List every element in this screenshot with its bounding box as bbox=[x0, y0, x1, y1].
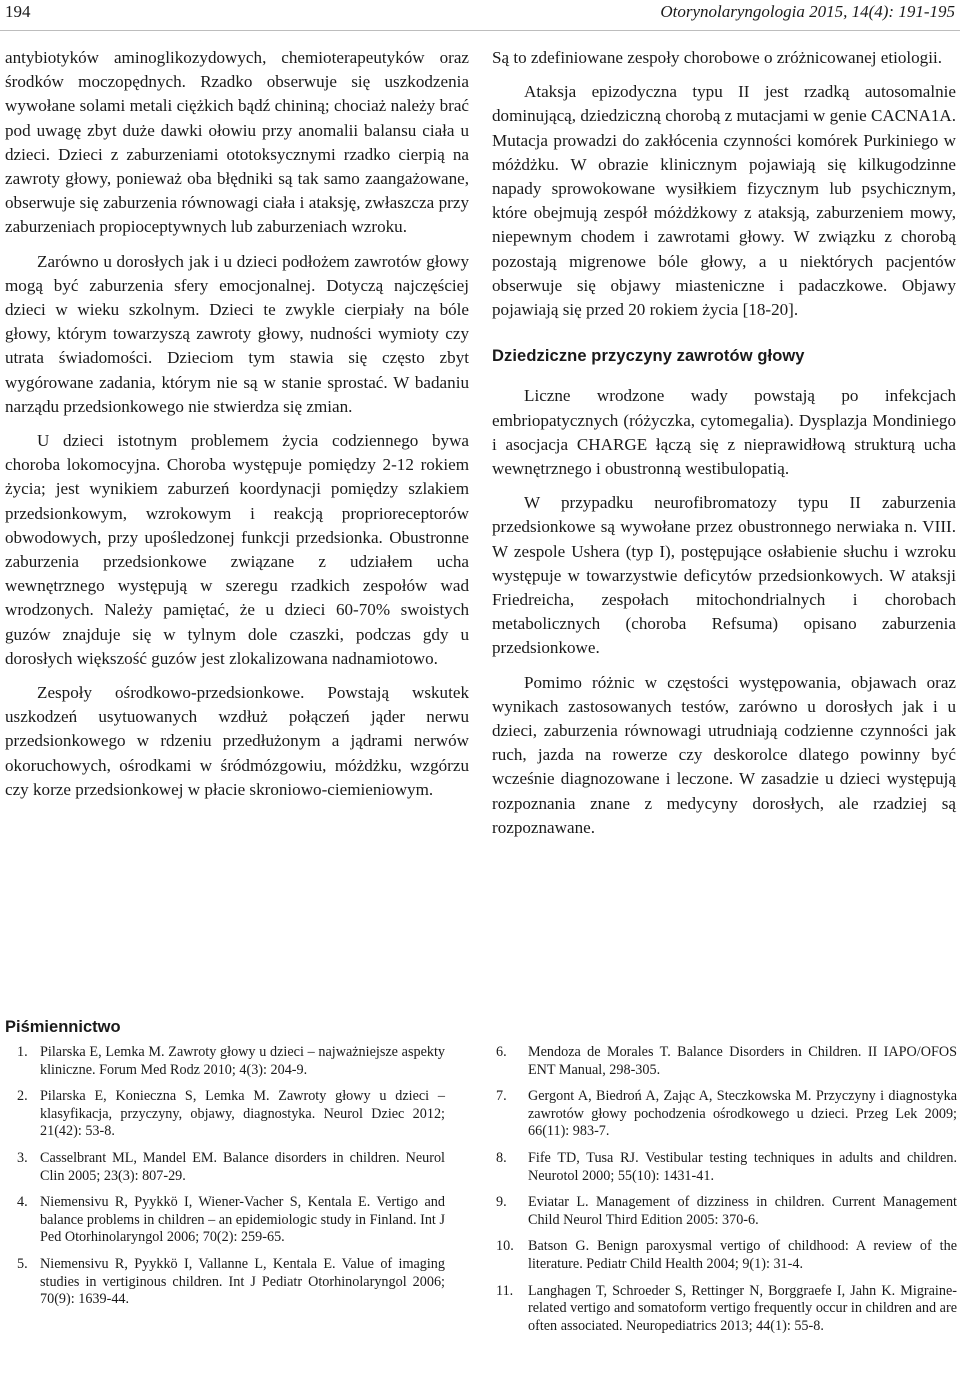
reference-item bbox=[5, 1150, 445, 1185]
reference-number: 1. bbox=[17, 1044, 28, 1060]
reference-text: Pilarska E, Lemka M. Zawroty głowy u dzieci – najważniejsze aspekty kliniczne. Forum Med Rodz 2010; 4(3): 204-9. bbox=[40, 1044, 445, 1078]
reference-item bbox=[5, 1044, 445, 1079]
running-header bbox=[0, 0, 960, 31]
body-paragraph: W przypadku neurofibromatozy typu II zaburzenia przedsionkowe są wywołane przez obustronnego nerwiaka n. VIII. W zespole Ushera (typ I), postępujące osłabienie słuchu i wzroku występuje w towarzystwie deficytów przedsionkowych. W ataksji Friedreicha, zespołach mitochondrialnych i chorobach metabolicznych (choroba Refsuma) opisano zaburzenia przedsionkowe. bbox=[492, 493, 956, 658]
reference-text: Fife TD, Tusa RJ. Vestibular testing techniques in adults and children. Neurotol 2000; 55(10): 1431-41. bbox=[528, 1149, 957, 1184]
reference-number: 9. bbox=[496, 1194, 507, 1211]
body-paragraph: Ataksja epizodyczna typu II jest rzadką autosomalnie dominującą, dziedziczną chorobą z mutacjami w genie CACNA1A. Mutacja prowadzi do zakłócenia czynności komórek Purkiniego w móżdżku. W obrazie klinicznym pojawiają się kilkugodzinne napady sprowokowane wysiłkiem fizycznym lub psychicznym, które obejmują zespół móżdżkowy z ataksją, zaburzeniem mowy, niepewnym chodem i zawrotami głowy. W związku z chorobą pozostają migrenowe bóle głowy, a u niektórych pacjentów obserwuje się objawy miasteniczne i padaczkowe. Objawy pojawiają się przed 20 rokiem życia [18-20]. bbox=[492, 82, 956, 320]
body-paragraph: Liczne wrodzone wady powstają po infekcjach embriopatycznych (różyczka, cytomegalia). Dysplazja Mondiniego i asocjacja CHARGE łączą się z nieprawidłową strukturą ucha wewnętrznego i obustronną westibulopatią. bbox=[492, 386, 956, 479]
reference-text: Niemensivu R, Pyykkö I, Wiener-Vacher S, Kentala E. Vertigo and balance problems in children – an epidemiologic study in Finland. Int J Ped Otorhinolaryngol 2006; 70(2): 259-65. bbox=[40, 1194, 445, 1246]
reference-item bbox=[492, 1194, 957, 1229]
reference-number: 10. bbox=[496, 1238, 514, 1255]
body-paragraph: U dzieci istotnym problemem życia codziennego bywa choroba lokomocyjna. Choroba występuje pomiędzy 2-12 rokiem życia; jest wynikiem zaburzeń koordynacji pomiędzy szlakiem przedsionkowym, wzrokowym i reakcją proprioreceptorów obwodowych, przy upośledzonej funkcji przedsionka. Obustronne zaburzenia przedsionkowe związane z udziałem ucha wewnętrznego występują w szeregu rzadkich zespołów wad wrodzonych. Należy pamiętać, że u dzieci 60-70% swoistych guzów znajduje się w tylnym dole czaszki, podczas gdy u dorosłych większość guzów jest zlokalizowana nadnamiotowo. bbox=[5, 431, 469, 668]
reference-number: 2. bbox=[17, 1088, 28, 1105]
body-paragraph: antybiotyków aminoglikozydowych, chemioterapeutyków oraz środków moczopędnych. Rzadko obserwuje się uszkodzenia wywołane solami metali ciężkich bądź chininą; chociaż należy brać pod uwagę zbyt duże dawki ołowiu przy anomalii balansu ciała u dzieci. Dzieci z zaburzeniami ototoksycznymi rzadko cierpią na zawroty głowy, ponieważ oba błędniki są tak samo zaangażowane, obserwuje się zaburzenia równowagi ciała i ataksję, zwłaszcza przy zaburzeniach propioceptywnych lub zaburzeniach wzroku. bbox=[5, 48, 469, 237]
body-paragraph: Zespoły ośrodkowo-przedsionkowe. Powstają wskutek uszkodzeń usytuowanych wzdłuż połączeń jąder nerwu przedsionkowego w rdzeniu przedłużonym a jądrami nerwów okoruchowych, ośrodkami w śródmózgowiu, móżdżku, wzgórzu czy korze przedsionkowej w płacie skroniowo-ciemieniowym. bbox=[5, 683, 469, 799]
reference-item bbox=[5, 1088, 445, 1141]
reference-item bbox=[492, 1150, 957, 1185]
left-column bbox=[5, 46, 469, 802]
reference-number: 11. bbox=[496, 1282, 514, 1299]
reference-item bbox=[492, 1044, 957, 1079]
reference-item bbox=[492, 1283, 957, 1336]
reference-number: 4. bbox=[17, 1194, 28, 1211]
reference-text: Gergont A, Biedroń A, Zając A, Steczkowska M. Przyczyny i diagnostyka zawrotów głowy pochodzenia ośrodkowego u dzieci. Przeg Lek 2009; 66(11): 983-7. bbox=[528, 1088, 957, 1140]
reference-text: Langhagen T, Schroeder S, Rettinger N, Borggraefe I, Jahn K. Migraine-related vertigo and somatoform vertigo frequently occur in children and are often associated. Neuropediatrics 2013; 44(1): 55-8. bbox=[528, 1282, 957, 1334]
reference-item bbox=[492, 1088, 957, 1141]
reference-text: Eviatar L. Management of dizziness in children. Current Management Child Neurol Third Edition 2005: 370-6. bbox=[528, 1194, 957, 1228]
page-number: 194 bbox=[5, 2, 31, 21]
section-heading: Dziedziczne przyczyny zawrotów głowy bbox=[492, 347, 805, 366]
references-heading: Piśmiennictwo bbox=[5, 1018, 121, 1036]
reference-number: 5. bbox=[17, 1255, 28, 1272]
reference-text: Casselbrant ML, Mandel EM. Balance disorders in children. Neurol Clin 2005; 23(3): 807-29. bbox=[40, 1149, 445, 1184]
reference-number: 3. bbox=[17, 1149, 28, 1166]
body-paragraph: Pomimo różnic w częstości występowania, objawach oraz wynikach zastosowanych testów, zarówno u dorosłych jak i u dzieci, zaburzenia równowagi utrudniają codzienne czynności jak ruch, jazda na rowerze czy deskorolce dlatego powinny być wcześnie diagnozowane i leczone. W zasadzie u dzieci występują rozpoznania znane z medycyny dorosłych, ale rzadziej są rozpoznawane. bbox=[492, 672, 956, 837]
right-column bbox=[492, 46, 956, 840]
reference-item bbox=[5, 1194, 445, 1247]
reference-text: Niemensivu R, Pyykkö I, Vallanne L, Kentala E. Value of imaging studies in vertiginous children. Int J Pediatr Otorhinolaryngol 2006; 70(9): 1639-44. bbox=[40, 1255, 445, 1308]
reference-item bbox=[492, 1238, 957, 1273]
reference-text: Batson G. Benign paroxysmal vertigo of childhood: A review of the literature. Pediatr Child Health 2004; 9(1): 31-4. bbox=[528, 1238, 957, 1272]
reference-text: Mendoza de Morales T. Balance Disorders in Children. II IAPO/OFOS ENT Manual, 298-305. bbox=[528, 1044, 957, 1078]
body-paragraph: Zarówno u dorosłych jak i u dzieci podłożem zawrotów głowy mogą być zaburzenia sfery emocjonalnej. Dotyczą najczęściej dzieci w wieku szkolnym. Dzieci te zwykle cierpiały na bóle głowy, którym towarzyszą zawroty głowy, nudności wymioty czy utrata świadomości. Dzieciom tym stawia się często zbyt wygórowane zadania, którym nie są w stanie sprostać. W badaniu narządu przedsionkowego nie stwierdza się zmian. bbox=[5, 251, 469, 416]
reference-item bbox=[5, 1256, 445, 1309]
reference-number: 7. bbox=[496, 1088, 507, 1105]
reference-text: Pilarska E, Konieczna S, Lemka M. Zawroty głowy u dzieci – klasyfikacja, przyczyny, objawy, diagnostyka. Neurol Dziec 2012; 21(42): 53-8. bbox=[40, 1088, 445, 1140]
body-paragraph: Są to zdefiniowane zespoły chorobowe o zróżnicowanej etiologii. bbox=[492, 48, 942, 67]
reference-number: 6. bbox=[496, 1044, 507, 1060]
references-list-right bbox=[492, 1044, 957, 1344]
journal-citation: Otorynolaryngologia 2015, 14(4): 191-195 bbox=[660, 2, 955, 21]
references-list-left bbox=[5, 1044, 445, 1318]
reference-number: 8. bbox=[496, 1149, 507, 1166]
